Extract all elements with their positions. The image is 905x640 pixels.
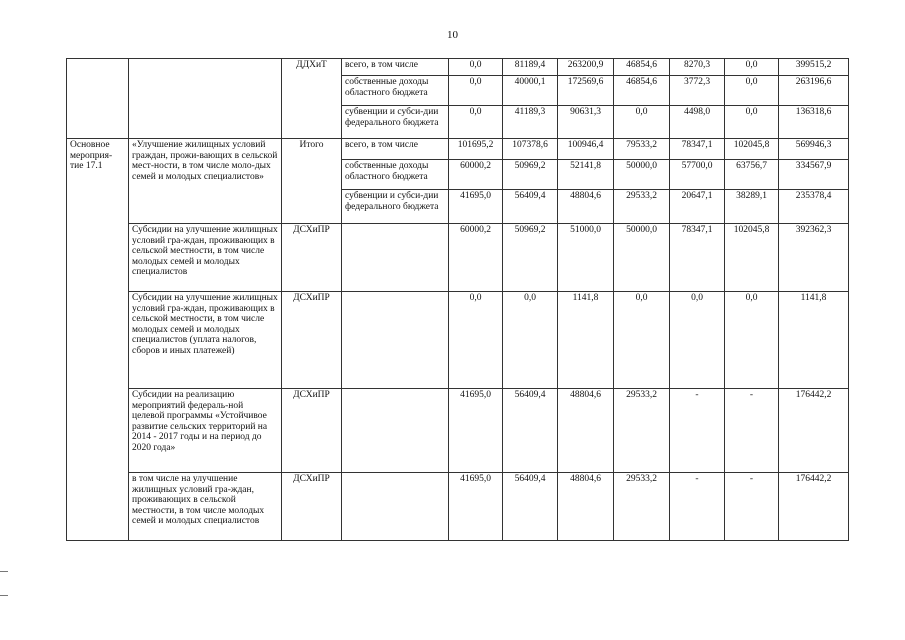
- table-row: [67, 473, 849, 541]
- funding-source-cell: субвенции и субси-дии федерального бюджета: [342, 106, 449, 139]
- margin-mark: [0, 595, 8, 596]
- table-row: [67, 224, 849, 292]
- event-name-cell: Субсидии на улучшение жилищных условий гра-ждан, проживающих в сельской местности, в том числе молодых семей и молодых специалистов (уплата налогов, сборов и иных платежей): [129, 292, 282, 389]
- value-cell: 63756,7: [725, 160, 779, 190]
- value-cell: 107378,6: [503, 139, 558, 160]
- value-cell: 0,0: [449, 106, 503, 139]
- value-cell: 90631,3: [558, 106, 614, 139]
- funding-source-cell: субвенции и субси-дии федерального бюджета: [342, 190, 449, 224]
- executor-cell: ДСХиПР: [282, 389, 342, 473]
- value-cell: 29533,2: [614, 389, 670, 473]
- table-row: [67, 389, 849, 473]
- value-cell: 52141,8: [558, 160, 614, 190]
- value-cell: 0,0: [614, 292, 670, 389]
- value-cell: 81189,4: [503, 59, 558, 76]
- value-cell: 46854,6: [614, 59, 670, 76]
- value-cell: 78347,1: [670, 224, 725, 292]
- value-cell: -: [670, 389, 725, 473]
- value-cell: 56409,4: [503, 473, 558, 541]
- page-number: 10: [447, 29, 458, 41]
- event-name-cell: в том числе на улучшение жилищных условий гра-ждан, проживающих в сельской местности, в том числе молодых семей и молодых специалистов: [129, 473, 282, 541]
- event-code-cell: [67, 59, 129, 139]
- value-cell: 172569,6: [558, 76, 614, 106]
- value-cell: 4498,0: [670, 106, 725, 139]
- value-cell: 3772,3: [670, 76, 725, 106]
- value-cell: 0,0: [614, 106, 670, 139]
- value-cell: 29533,2: [614, 190, 670, 224]
- value-cell: 50000,0: [614, 224, 670, 292]
- value-cell: 102045,8: [725, 139, 779, 160]
- value-cell: 0,0: [725, 292, 779, 389]
- total-cell: 136318,6: [779, 106, 849, 139]
- event-name-cell: «Улучшение жилищных условий граждан, прожи-вающих в сельской мест-ности, в том числе моло-дых семей и молодых специалистов»: [129, 139, 282, 224]
- total-cell: 176442,2: [779, 473, 849, 541]
- funding-source-cell: [342, 224, 449, 292]
- value-cell: 40000,1: [503, 76, 558, 106]
- value-cell: 1141,8: [558, 292, 614, 389]
- value-cell: 101695,2: [449, 139, 503, 160]
- value-cell: -: [725, 473, 779, 541]
- value-cell: 56409,4: [503, 389, 558, 473]
- event-code-cell: Основное мероприя-тие 17.1: [67, 139, 129, 541]
- value-cell: 56409,4: [503, 190, 558, 224]
- value-cell: 0,0: [725, 106, 779, 139]
- table-row: [67, 139, 849, 160]
- budget-table: [66, 58, 849, 541]
- executor-cell: ДСХиПР: [282, 292, 342, 389]
- event-name-cell: Субсидии на реализацию мероприятий федераль-ной целевой программы «Устойчивое развитие сельских территорий на 2014 - 2017 годы и на период до 2020 года»: [129, 389, 282, 473]
- executor-cell: ДСХиПР: [282, 224, 342, 292]
- value-cell: 38289,1: [725, 190, 779, 224]
- value-cell: 20647,1: [670, 190, 725, 224]
- value-cell: 48804,6: [558, 473, 614, 541]
- value-cell: 0,0: [725, 59, 779, 76]
- value-cell: 41695,0: [449, 190, 503, 224]
- executor-cell: Итого: [282, 139, 342, 224]
- value-cell: 50969,2: [503, 224, 558, 292]
- funding-source-cell: собственные доходы областного бюджета: [342, 76, 449, 106]
- funding-source-cell: собственные доходы областного бюджета: [342, 160, 449, 190]
- value-cell: 0,0: [449, 292, 503, 389]
- funding-source-cell: [342, 473, 449, 541]
- total-cell: 263196,6: [779, 76, 849, 106]
- value-cell: 50969,2: [503, 160, 558, 190]
- value-cell: -: [670, 473, 725, 541]
- value-cell: 51000,0: [558, 224, 614, 292]
- funding-source-cell: [342, 292, 449, 389]
- value-cell: 102045,8: [725, 224, 779, 292]
- value-cell: 0,0: [503, 292, 558, 389]
- event-name-cell: Субсидии на улучшение жилищных условий гра-ждан, проживающих в сельской местности, в том числе молодых семей и молодых специалистов: [129, 224, 282, 292]
- value-cell: 41695,0: [449, 473, 503, 541]
- value-cell: 60000,2: [449, 160, 503, 190]
- value-cell: 263200,9: [558, 59, 614, 76]
- total-cell: 334567,9: [779, 160, 849, 190]
- value-cell: 0,0: [725, 76, 779, 106]
- margin-mark: [0, 571, 8, 572]
- value-cell: 78347,1: [670, 139, 725, 160]
- value-cell: 41695,0: [449, 389, 503, 473]
- funding-source-cell: всего, в том числе: [342, 139, 449, 160]
- value-cell: -: [725, 389, 779, 473]
- value-cell: 8270,3: [670, 59, 725, 76]
- value-cell: 0,0: [449, 76, 503, 106]
- table-row: [67, 59, 849, 76]
- value-cell: 48804,6: [558, 389, 614, 473]
- funding-source-cell: всего, в том числе: [342, 59, 449, 76]
- value-cell: 50000,0: [614, 160, 670, 190]
- value-cell: 0,0: [449, 59, 503, 76]
- value-cell: 29533,2: [614, 473, 670, 541]
- total-cell: 399515,2: [779, 59, 849, 76]
- value-cell: 79533,2: [614, 139, 670, 160]
- funding-source-cell: [342, 389, 449, 473]
- executor-cell: ДСХиПР: [282, 473, 342, 541]
- total-cell: 392362,3: [779, 224, 849, 292]
- total-cell: 1141,8: [779, 292, 849, 389]
- total-cell: 569946,3: [779, 139, 849, 160]
- value-cell: 46854,6: [614, 76, 670, 106]
- total-cell: 235378,4: [779, 190, 849, 224]
- value-cell: 57700,0: [670, 160, 725, 190]
- value-cell: 48804,6: [558, 190, 614, 224]
- value-cell: 100946,4: [558, 139, 614, 160]
- total-cell: 176442,2: [779, 389, 849, 473]
- value-cell: 0,0: [670, 292, 725, 389]
- event-name-cell: [129, 59, 282, 139]
- value-cell: 60000,2: [449, 224, 503, 292]
- table-row: [67, 292, 849, 389]
- executor-cell: ДДХиТ: [282, 59, 342, 139]
- value-cell: 41189,3: [503, 106, 558, 139]
